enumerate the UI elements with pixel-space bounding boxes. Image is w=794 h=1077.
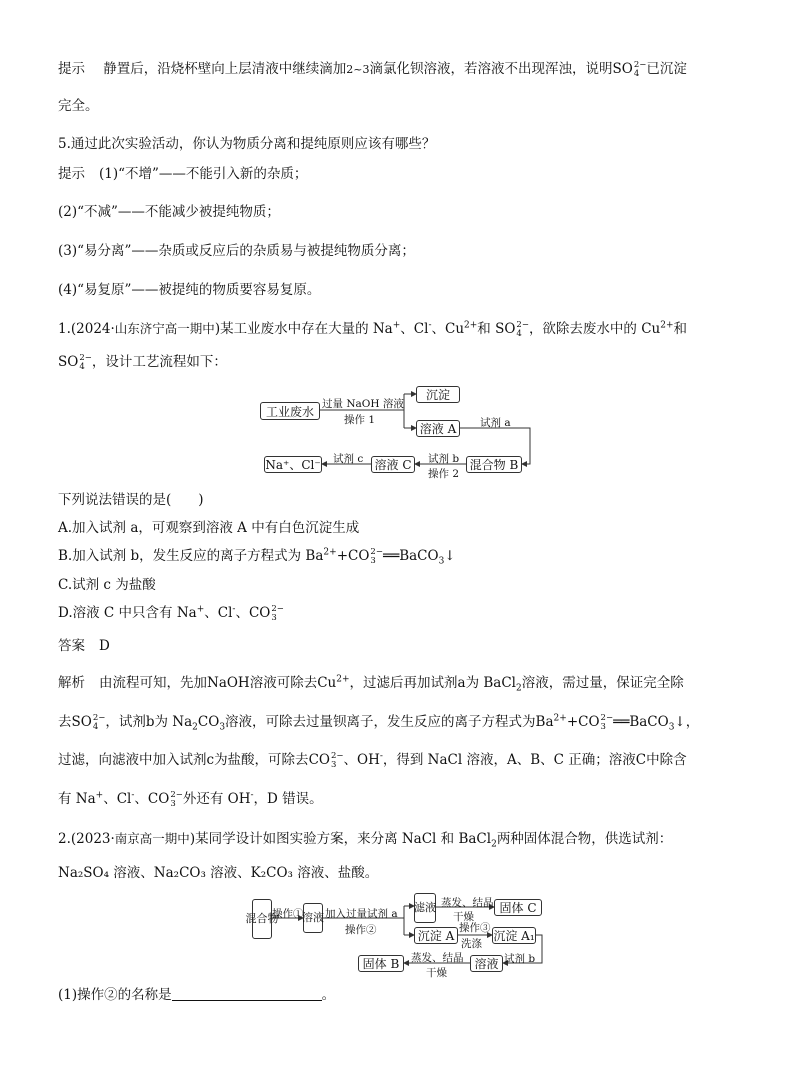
label-naoh: 过量 NaOH 溶液	[322, 398, 404, 410]
solution-a-box: 溶液 A	[416, 420, 460, 437]
explanation-label: 解析	[58, 675, 85, 691]
mixture-b-box: 混合物 B	[466, 456, 522, 473]
label-add-reagent-a: 加入过量试剂 a	[325, 908, 398, 920]
explanation-line4: 有 Na+、Cl-、CO 2− 3 外还有 OH-，D 错误。	[58, 789, 323, 809]
label-evaporate-2: 蒸发、结晶	[411, 952, 464, 964]
label-reagent-b: 试剂 b	[504, 953, 536, 965]
answer-value: D	[99, 638, 110, 654]
explanation-line2: 去SO 2− 4 ，试剂b为 $Na_2CO_3$溶液，可除去过量钡离子，发生反应的离子方程式为$Ba^{2+}+CO$ 2− 3 ══BaCO$_3$↓，	[58, 712, 700, 733]
product-box: Na⁺、Cl⁻	[265, 458, 321, 472]
option-a: A.加入试剂 a，可观察到溶液 A 中有白色沉淀生成	[58, 520, 360, 536]
problem1-intro: 1.(2024·山东济宁高一期中)某工业废水中存在大量的 Na+、Cl-、$Cu^{2+}$和 SO 2− 4 ，欲除去废水中的 $Cu^{2+}$和	[58, 319, 688, 339]
problem2-question1: (1)操作②的名称是 。	[58, 987, 336, 1003]
tip2-line2: (2)“不减”——不能减少被提纯物质；	[58, 204, 280, 220]
option-c: C.试剂 c 为盐酸	[58, 577, 156, 593]
precipitate-a-box: 沉淀 A	[414, 927, 458, 944]
question-5: 5.通过此次实验活动，你认为物质分离和提纯原则应该有哪些？	[58, 136, 436, 152]
answer-blank[interactable]	[172, 1000, 322, 1001]
precipitate-box: 沉淀	[416, 386, 460, 403]
source-tag: 山东济宁高一期中	[114, 321, 215, 336]
label-op1: 操作①	[272, 908, 304, 920]
precipitate-a1-box: 沉淀 A₁	[493, 929, 535, 943]
explanation-line1: 解析 由流程可知，先加NaOH溶液可除去$Cu^{2+}$，过滤后再加试剂a为 BaCl$_2$溶液，需过量，保证完全除	[58, 674, 684, 694]
wastewater-box: 工业废水	[260, 402, 320, 420]
label-op3: 操作③	[459, 922, 491, 934]
label-evaporate: 蒸发、结晶	[441, 897, 494, 909]
label-op1: 操作 1	[344, 414, 376, 426]
label-dry: 干燥	[453, 911, 474, 923]
label-reagent-b: 试剂 b	[428, 453, 460, 465]
solid-b-box: 固体 B	[358, 955, 404, 972]
tip2-line1: 提示 (1)“不增”——不能引入新的杂质；	[58, 166, 308, 182]
label-reagent-c: 试剂 c	[333, 453, 364, 465]
tip-label: 提示	[58, 166, 85, 182]
filtrate-box: 滤液	[414, 893, 436, 923]
tip2-line3: (3)“易分离”——杂质或反应后的杂质易与被提纯物质分离；	[58, 243, 415, 259]
option-b: B.加入试剂 b，发生反应的离子方程式为 $Ba^{2+}+CO$ 2− 3 ══BaCO$_3$↓	[58, 546, 456, 567]
tip1-line2: 完全。	[58, 98, 99, 114]
mixture-box: 混合物	[252, 899, 272, 939]
label-op2: 操作②	[345, 924, 377, 936]
option-d: D.溶液 C 中只含有 Na+、Cl-、CO 2− 3	[58, 603, 284, 623]
label-op2: 操作 2	[428, 468, 460, 480]
problem2-intro: 2.(2023·南京高一期中)某同学设计如图实验方案，来分离 NaCl 和 BaCl$_2$两种固体混合物，供选试剂：	[58, 831, 673, 850]
problem1-intro2: SO 2− 4 ，设计工艺流程如下：	[58, 352, 227, 372]
problem1-stem: 下列说法错误的是( )	[58, 492, 204, 508]
answer-label: 答案	[58, 638, 85, 654]
label-wash: 洗涤	[461, 938, 482, 950]
tip1-line1: 提示 静置后，沿烧杯壁向上层清液中继续滴加2~3滴氯化钡溶液，若溶液不出现浑浊，说明SO 2− 4 已沉淀	[58, 59, 687, 79]
solution-box: 溶液	[303, 903, 323, 933]
source-tag: 南京高一期中	[114, 831, 190, 846]
explanation-line3: 过滤，向滤液中加入试剂c为盐酸，可除去CO 2− 3 、OH-，得到 NaCl 溶液，A、B、C 正确；溶液C中除含	[58, 750, 687, 770]
tip2-line4: (4)“易复原”——被提纯的物质要容易复原。	[58, 282, 321, 298]
problem2-intro2: Na₂SO₄ 溶液、Na₂CO₃ 溶液、K₂CO₃ 溶液、盐酸。	[58, 865, 379, 881]
tip-label: 提示	[58, 61, 85, 77]
answer	[58, 636, 110, 656]
solution-2-box: 溶液	[470, 955, 503, 972]
solution-c-box: 溶液 C	[371, 456, 415, 473]
solid-c-box: 固体 C	[494, 899, 542, 916]
label-reagent-a: 试剂 a	[480, 417, 511, 429]
label-dry-2: 干燥	[426, 967, 447, 979]
